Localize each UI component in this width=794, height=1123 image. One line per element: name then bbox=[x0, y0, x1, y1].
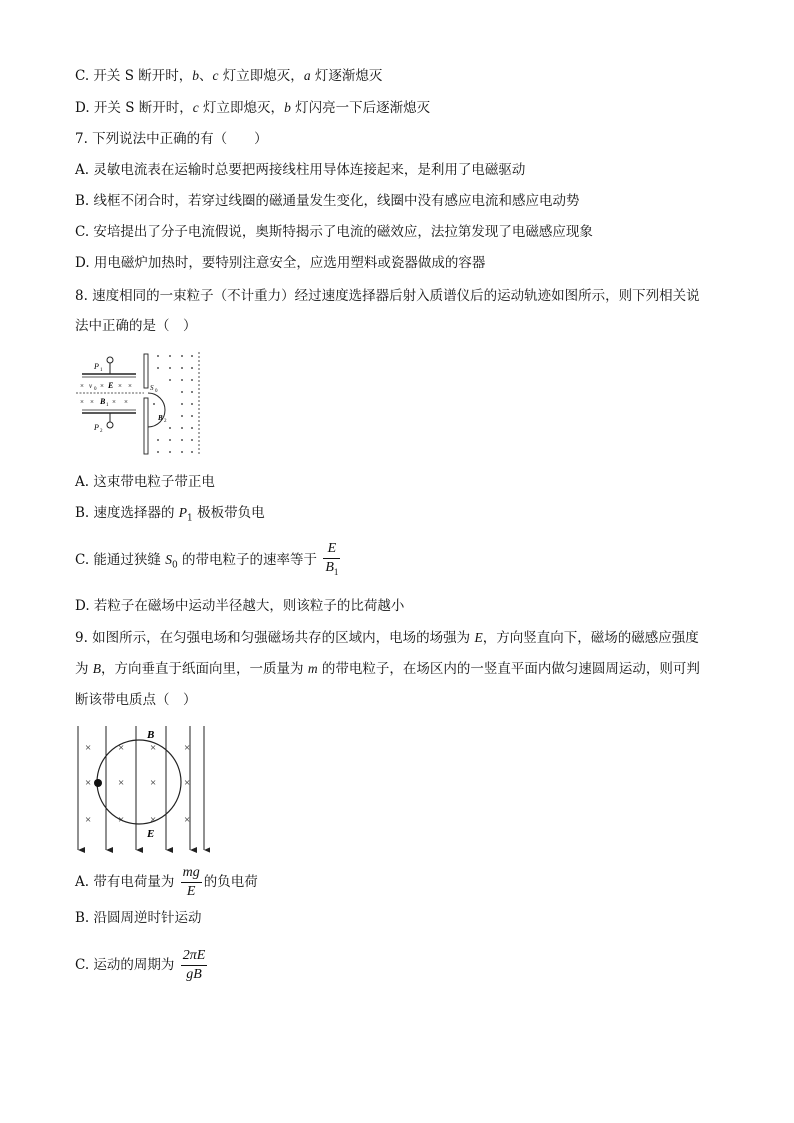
q9-fig-e-label: E bbox=[147, 828, 155, 840]
svg-text:×: × bbox=[184, 777, 191, 789]
svg-text:×: × bbox=[184, 742, 191, 754]
q8-fig-p2-label: P bbox=[94, 423, 99, 432]
q9-option-a: A. 带有电荷量为 $\frac{mg}{E}$ 的负电荷 bbox=[75, 865, 258, 899]
q8-stem-line1: 8. 速度相同的一束粒子（不计重力）经过速度选择器后射入质谱仪后的运动轨迹如图所示，则下列相关说 bbox=[75, 288, 700, 304]
q8-option-a: A. 这束带电粒子带正电 bbox=[75, 474, 215, 490]
svg-text:×: × bbox=[85, 777, 92, 789]
svg-text:×: × bbox=[100, 382, 104, 390]
q8-optc-fraction: $\frac{E}{B_1}$ bbox=[325, 541, 339, 577]
svg-text:×: × bbox=[90, 398, 94, 406]
svg-text:×: × bbox=[118, 814, 125, 826]
q8-fig-p1-label: P bbox=[94, 362, 99, 371]
q8-fig-p1-sub: 1 bbox=[100, 368, 103, 373]
q8-fig-field-dots bbox=[153, 355, 193, 453]
q7-option-b: B. 线框不闭合时，若穿过线圈的磁通量发生变化，线圈中没有感应电流和感应电动势 bbox=[75, 193, 580, 209]
q9-stem-line1: 9. 如图所示，在匀强电场和匀强磁场共存的区域内，电场的场强为 E，方向竖直向下，磁场的磁感应强度 bbox=[75, 630, 699, 646]
q7-stem: 7. 下列说法中正确的有（ ） bbox=[75, 131, 268, 147]
q9-stem-line2: 为 B，方向垂直于纸面向里，一质量为 m 的带电粒子，在场区内的一竖直平面内做匀速圆周运动，则可判 bbox=[75, 661, 700, 677]
svg-text:×: × bbox=[150, 777, 157, 789]
q6-option-d: D. 开关 S 断开时，c 灯立即熄灭，b 灯闪亮一下后逐渐熄灭 bbox=[75, 100, 431, 116]
q9-option-b: B. 沿圆周逆时针运动 bbox=[75, 910, 202, 926]
q8-fig-v0: v bbox=[89, 382, 93, 390]
q8-fig-b2: B bbox=[158, 414, 163, 422]
q7-option-c: C. 安培提出了分子电流假说，奥斯特揭示了电流的磁效应，法拉第发现了电磁感应现象 bbox=[75, 224, 593, 240]
q9-stem-line3: 断该带电质点（ ） bbox=[75, 692, 197, 708]
q6-option-c: C. 开关 S 断开时，b、c 灯立即熄灭，a 灯逐渐熄灭 bbox=[75, 68, 383, 84]
q8-velocity-selector-figure bbox=[74, 348, 204, 460]
svg-text:×: × bbox=[85, 742, 92, 754]
q8-stem-line2: 法中正确的是（ ） bbox=[75, 318, 197, 334]
q8-option-d: D. 若粒子在磁场中运动半径越大，则该粒子的比荷越小 bbox=[75, 598, 405, 614]
svg-text:1: 1 bbox=[106, 403, 109, 408]
svg-text:×: × bbox=[118, 382, 122, 390]
q9-optc-fraction: $\frac{2\pi E}{gB}$ bbox=[182, 948, 206, 982]
q8-option-b: B. 速度选择器的 $P_1$ 极板带负电 bbox=[75, 505, 265, 524]
q9-fig-b-label: B bbox=[147, 729, 155, 741]
q7-option-d: D. 用电磁炉加热时，要特别注意安全，应选用塑料或瓷器做成的容器 bbox=[75, 255, 486, 271]
q8-fig-s0: S bbox=[150, 384, 154, 392]
svg-text:×: × bbox=[124, 398, 128, 406]
q9-field-figure bbox=[70, 722, 210, 854]
svg-text:×: × bbox=[128, 382, 132, 390]
q9-option-c: C. 运动的周期为 $\frac{2\pi E}{gB}$ bbox=[75, 948, 206, 982]
svg-text:×: × bbox=[184, 814, 191, 826]
q8-fig-e: E bbox=[108, 381, 114, 390]
svg-text:0: 0 bbox=[155, 389, 158, 394]
svg-text:×: × bbox=[150, 742, 157, 754]
svg-text:×: × bbox=[80, 398, 84, 406]
svg-text:×: × bbox=[118, 742, 125, 754]
q9-opta-fraction: $\frac{mg}{E}$ bbox=[182, 865, 200, 899]
svg-text:2: 2 bbox=[164, 419, 167, 424]
svg-text:×: × bbox=[118, 777, 125, 789]
svg-text:×: × bbox=[80, 382, 84, 390]
q8-fig-b1: B bbox=[100, 397, 106, 406]
svg-text:2: 2 bbox=[100, 429, 103, 434]
svg-text:×: × bbox=[85, 814, 92, 826]
svg-text:0: 0 bbox=[94, 387, 97, 392]
q7-option-a: A. 灵敏电流表在运输时总要把两接线柱用导体连接起来，是利用了电磁驱动 bbox=[75, 162, 526, 178]
svg-text:×: × bbox=[150, 814, 157, 826]
q8-option-c: C. 能通过狭缝 $S_0$ 的带电粒子的速率等于 $\frac{E}{B_1}$ bbox=[75, 540, 342, 586]
svg-text:×: × bbox=[112, 398, 116, 406]
